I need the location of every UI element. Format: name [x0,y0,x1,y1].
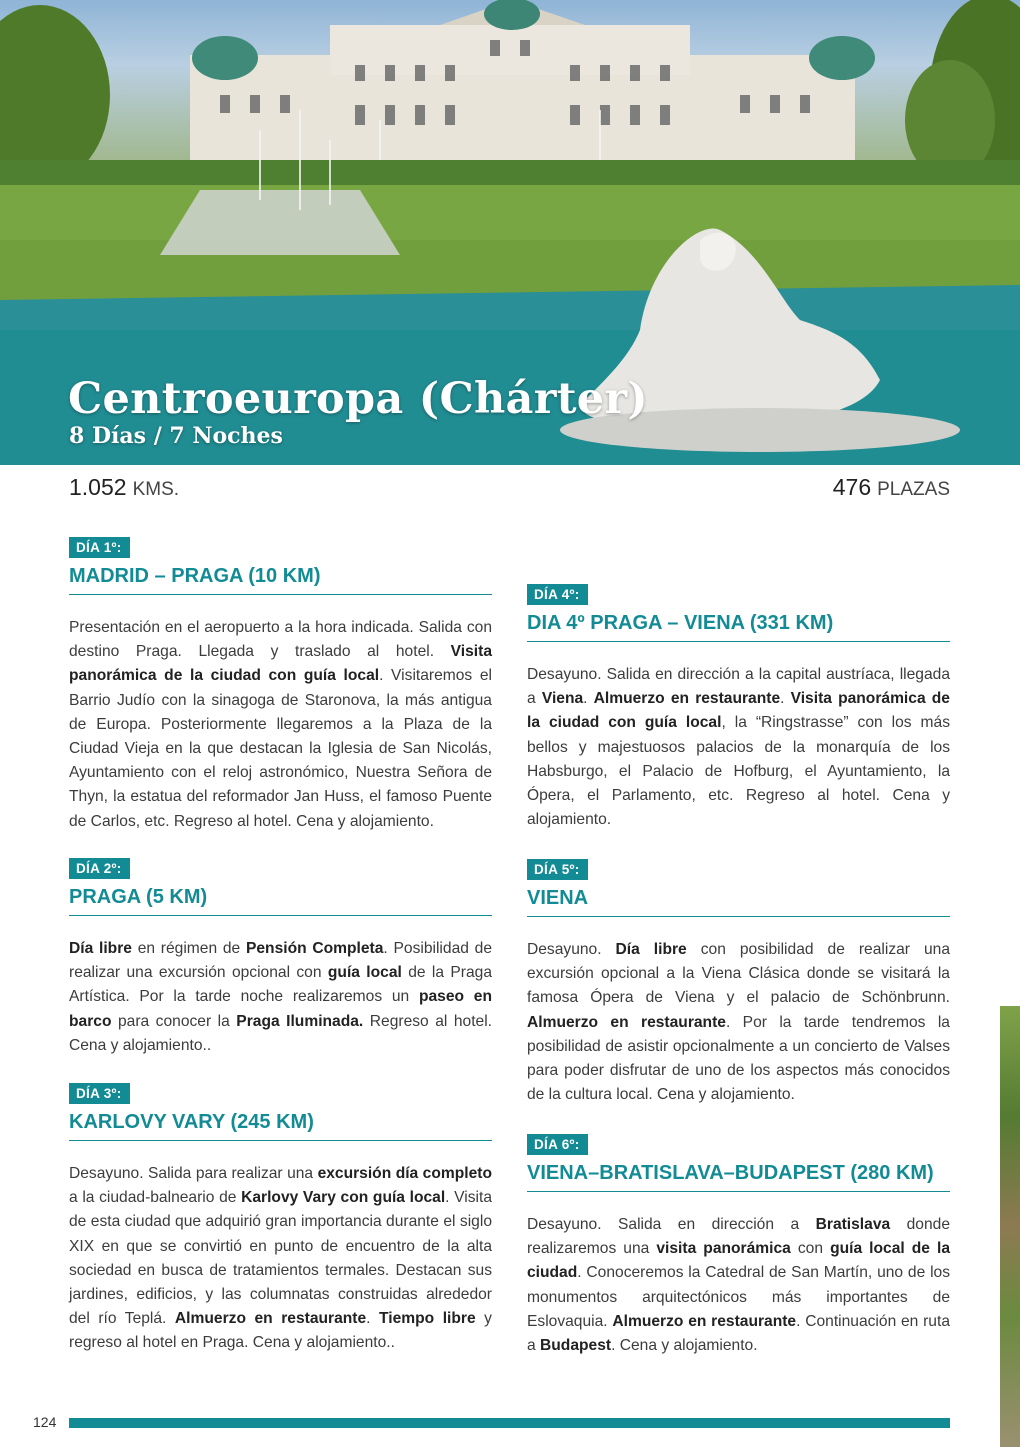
page-number: 124 [33,1414,57,1430]
body-text: en régimen de [131,940,246,957]
day-description [69,616,492,834]
day-section-5 [527,859,950,1107]
day-title: VIENA–BRATISLAVA–BUDAPEST (280 KM) [527,1162,950,1192]
day-description [527,663,950,832]
highlight-text: Budapest [540,1337,612,1355]
highlight-text: Almuerzo en restaurante [593,690,781,708]
body-text: . [366,1310,380,1328]
day-description [527,1213,950,1358]
highlight-text: guía local de la ciudad [527,1240,950,1282]
hero-photo [0,0,1020,465]
highlight-text: Día libre [69,940,132,957]
highlight-text: Tiempo libre [379,1310,476,1328]
body-text: Desayuno. Salida en dirección a [527,1216,816,1233]
highlight-text: Visita panorámica de la ciudad con guía local [69,643,492,685]
day-badge: DÍA 6º: [527,1134,588,1155]
day-section-3 [69,1083,492,1356]
highlight-text: Bratislava [815,1216,891,1233]
day-badge: DÍA 2º: [69,858,130,879]
highlight-text: Almuerzo en restaurante [612,1312,797,1330]
highlight-text: Viena [541,690,584,708]
body-text: de la Praga Artística. Por la tarde noche realizaremos un [69,964,492,1006]
body-text: Desayuno. Salida para realizar una [69,1165,318,1182]
page-subtitle: 8 Días / 7 Noches [69,423,283,449]
body-text: Desayuno. Salida en dirección a la capital austríaca, llegada a [527,666,950,708]
page-title: Centroeuropa (Chárter) [68,374,649,424]
highlight-text: Almuerzo en restaurante [174,1310,367,1328]
highlight-text: Visita panorámica de la ciudad con guía local [527,690,950,732]
body-text: . Visita de esta ciudad que adquirió gran importancia durante el siglo XIX en que se convirtió en punto de encuentro de la alta sociedad en busca de tratamientos termales. Destacan sus jardines, edificios, y las columnatas construidas alrededor del río Teplá. [69,1189,493,1328]
day-title: VIENA [527,887,950,917]
highlight-text: excursión día completo [317,1165,492,1182]
body-text: a la ciudad-balneario de [69,1189,242,1207]
body-text: con posibilidad de realizar una excursión opcional a la Viena Clásica donde se visitará la famosa Ópera de Viena y el palacio de Schönbrunn. [527,941,950,1007]
body-text: Regreso al hotel. Cena y alojamiento.. [69,1012,492,1054]
day-section-2 [69,858,492,1058]
highlight-text: Karlovy Vary con guía local [241,1189,446,1207]
day-description [69,937,492,1058]
body-text: para conocer la [111,1012,237,1030]
day-description [69,1162,492,1356]
day-title: KARLOVY VARY (245 KM) [69,1111,492,1141]
side-photo [1000,1006,1020,1447]
seats-value: 476 [832,474,872,500]
body-text: . [780,690,791,708]
body-text: con [790,1240,831,1258]
highlight-text: Praga Iluminada. [236,1012,364,1030]
distance-value: 1.052 [69,474,127,500]
highlight-text: Día libre [615,941,687,958]
day-badge: DÍA 5º: [527,859,588,880]
body-text: Desayuno. [527,941,616,958]
highlight-text: guía local [327,964,402,982]
distance-stat [69,474,179,501]
highlight-text: paseo en barco [69,988,492,1030]
body-text: donde realizaremos una [527,1216,950,1258]
day-title: PRAGA (5 KM) [69,886,492,916]
body-text: . Cena y alojamiento. [611,1337,758,1355]
body-text: . Por la tarde tendremos la posibilidad de asistir opcionalmente a un concierto de Valses para poder disfrutar de uno de los aspectos más conocidos de la cultura local. Cena y alojamiento. [527,1013,950,1104]
body-text: . Visitaremos el Barrio Judío con la sinagoga de Staronova, la más antigua de Europa. Posteriormente llegaremos a la Plaza de la Ciudad Vieja en la que destacan la Iglesia de San Nicolás, Ayuntamiento con el reloj astronómico, Nuestra Señora de Thyn, la estatua del reformador Jan Huss, el famoso Puente de Carlos, etc. Regreso al hotel. Cena y alojamiento. [69,667,492,830]
highlight-text: Pensión Completa [245,940,384,957]
day-section-4 [527,584,950,832]
highlight-text: visita panorámica [656,1240,791,1258]
body-text: , la “Ringstrasse” con los más bellos y majestuosos palacios de la monarquía de los Habsburgo, el Palacio de Hofburg, el Ayuntamiento, la Ópera, el Parlamento, etc. Regreso al hotel. Cena y alojamiento. [527,714,950,829]
day-title: MADRID – PRAGA (10 KM) [69,565,492,595]
body-text: . [583,690,594,708]
highlight-text: Almuerzo en restaurante [527,1013,726,1031]
day-badge: DÍA 3º: [69,1083,130,1104]
body-text: . Conoceremos la Catedral de San Martín, uno de los monumentos arquitectónicos más importantes de Eslovaquia. [527,1264,950,1330]
distance-unit: KMS. [132,479,180,500]
day-section-1 [69,537,492,834]
seats-stat [833,474,950,501]
body-text: . Posibilidad de realizar una excursión opcional con [69,940,493,982]
body-text: y regreso al hotel en Praga. Cena y alojamiento.. [69,1310,492,1352]
day-section-6 [527,1134,950,1358]
body-text: Presentación en el aeropuerto a la hora indicada. Salida con destino Praga. Llegada y traslado al hotel. [69,619,492,661]
day-description [527,938,950,1107]
seats-unit: PLAZAS [877,479,950,500]
body-text: . Continuación en ruta a [527,1312,950,1355]
day-title: DIA 4º PRAGA – VIENA (331 KM) [527,612,950,642]
day-badge: DÍA 1º: [69,537,130,558]
day-badge: DÍA 4º: [527,584,588,605]
footer-bar [69,1418,950,1428]
